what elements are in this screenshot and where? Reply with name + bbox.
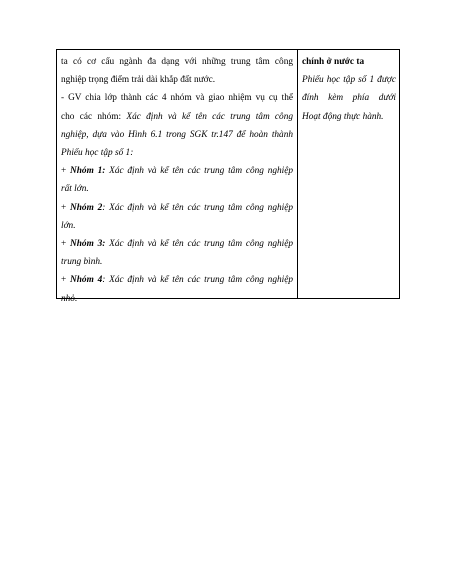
- result-text: đính kèm phía dưới: [302, 93, 396, 104]
- group-1-task-cont: rất lớn.: [61, 184, 89, 195]
- task-text: nghiệp, dựa vào Hình 6.1 trong SGK tr.147 để hoàn thành: [61, 129, 293, 140]
- text-line: [302, 89, 396, 107]
- group-2-label: Nhóm 2: [70, 202, 103, 213]
- teacher-activity-cell: [61, 53, 293, 308]
- group-1-cont: [61, 180, 293, 198]
- group-4-task-cont: nhỏ.: [61, 293, 78, 304]
- result-heading-text: chính ở nước ta: [302, 57, 365, 67]
- task-text: Phiếu học tập số 1:: [61, 148, 134, 159]
- bullet: +: [61, 239, 71, 250]
- group-2-cont: [61, 217, 293, 235]
- task-text: Xác định và kể tên các trung tâm công: [126, 111, 293, 122]
- group-3-cont: [61, 253, 293, 271]
- text-line: [61, 108, 293, 126]
- group-2-task-cont: lớn.: [61, 220, 76, 231]
- text-line: [61, 126, 293, 144]
- text-line: ta có cơ cấu ngành đa dạng với những trung tâm công: [61, 57, 293, 67]
- text-line: - GV chia lớp thành các 4 nhóm và giao nhiệm vụ cụ thể: [61, 93, 293, 104]
- group-3-task: Xác định và kể tên các trung tâm công nghiệp: [105, 239, 293, 250]
- group-3-task-cont: trung bình.: [61, 257, 103, 268]
- column-divider: [297, 50, 298, 298]
- group-1-line: [61, 162, 293, 180]
- bullet: +: [61, 166, 71, 177]
- expected-result-cell: [302, 53, 396, 126]
- result-heading: [302, 53, 396, 71]
- text-line: [302, 108, 396, 126]
- group-2-task: : Xác định và kể tên các trung tâm công nghiệp: [102, 202, 293, 213]
- group-4-line: [61, 271, 293, 289]
- group-1-task: Xác định và kể tên các trung tâm công nghiệp: [105, 166, 293, 177]
- group-4-label: Nhóm 4: [70, 275, 103, 286]
- group-4-cont: [61, 290, 293, 308]
- text-line: [302, 71, 396, 89]
- group-4-task: : Xác định và kể tên các trung tâm công nghiệp: [102, 275, 293, 286]
- result-text: Phiếu học tập số 1 được: [302, 75, 396, 86]
- activity-table: [56, 49, 400, 304]
- group-3-line: [61, 235, 293, 253]
- text-line: [61, 144, 293, 162]
- bullet: +: [61, 275, 71, 286]
- text-run: cho các nhóm:: [61, 111, 127, 122]
- result-text: Hoạt động thực hành.: [302, 111, 384, 122]
- bullet: +: [61, 202, 71, 213]
- text-line: nghiệp trọng điểm trải dài khắp đất nước.: [61, 75, 216, 86]
- group-1-label: Nhóm 1:: [70, 166, 106, 177]
- group-3-label: Nhóm 3:: [70, 239, 106, 250]
- group-2-line: [61, 199, 293, 217]
